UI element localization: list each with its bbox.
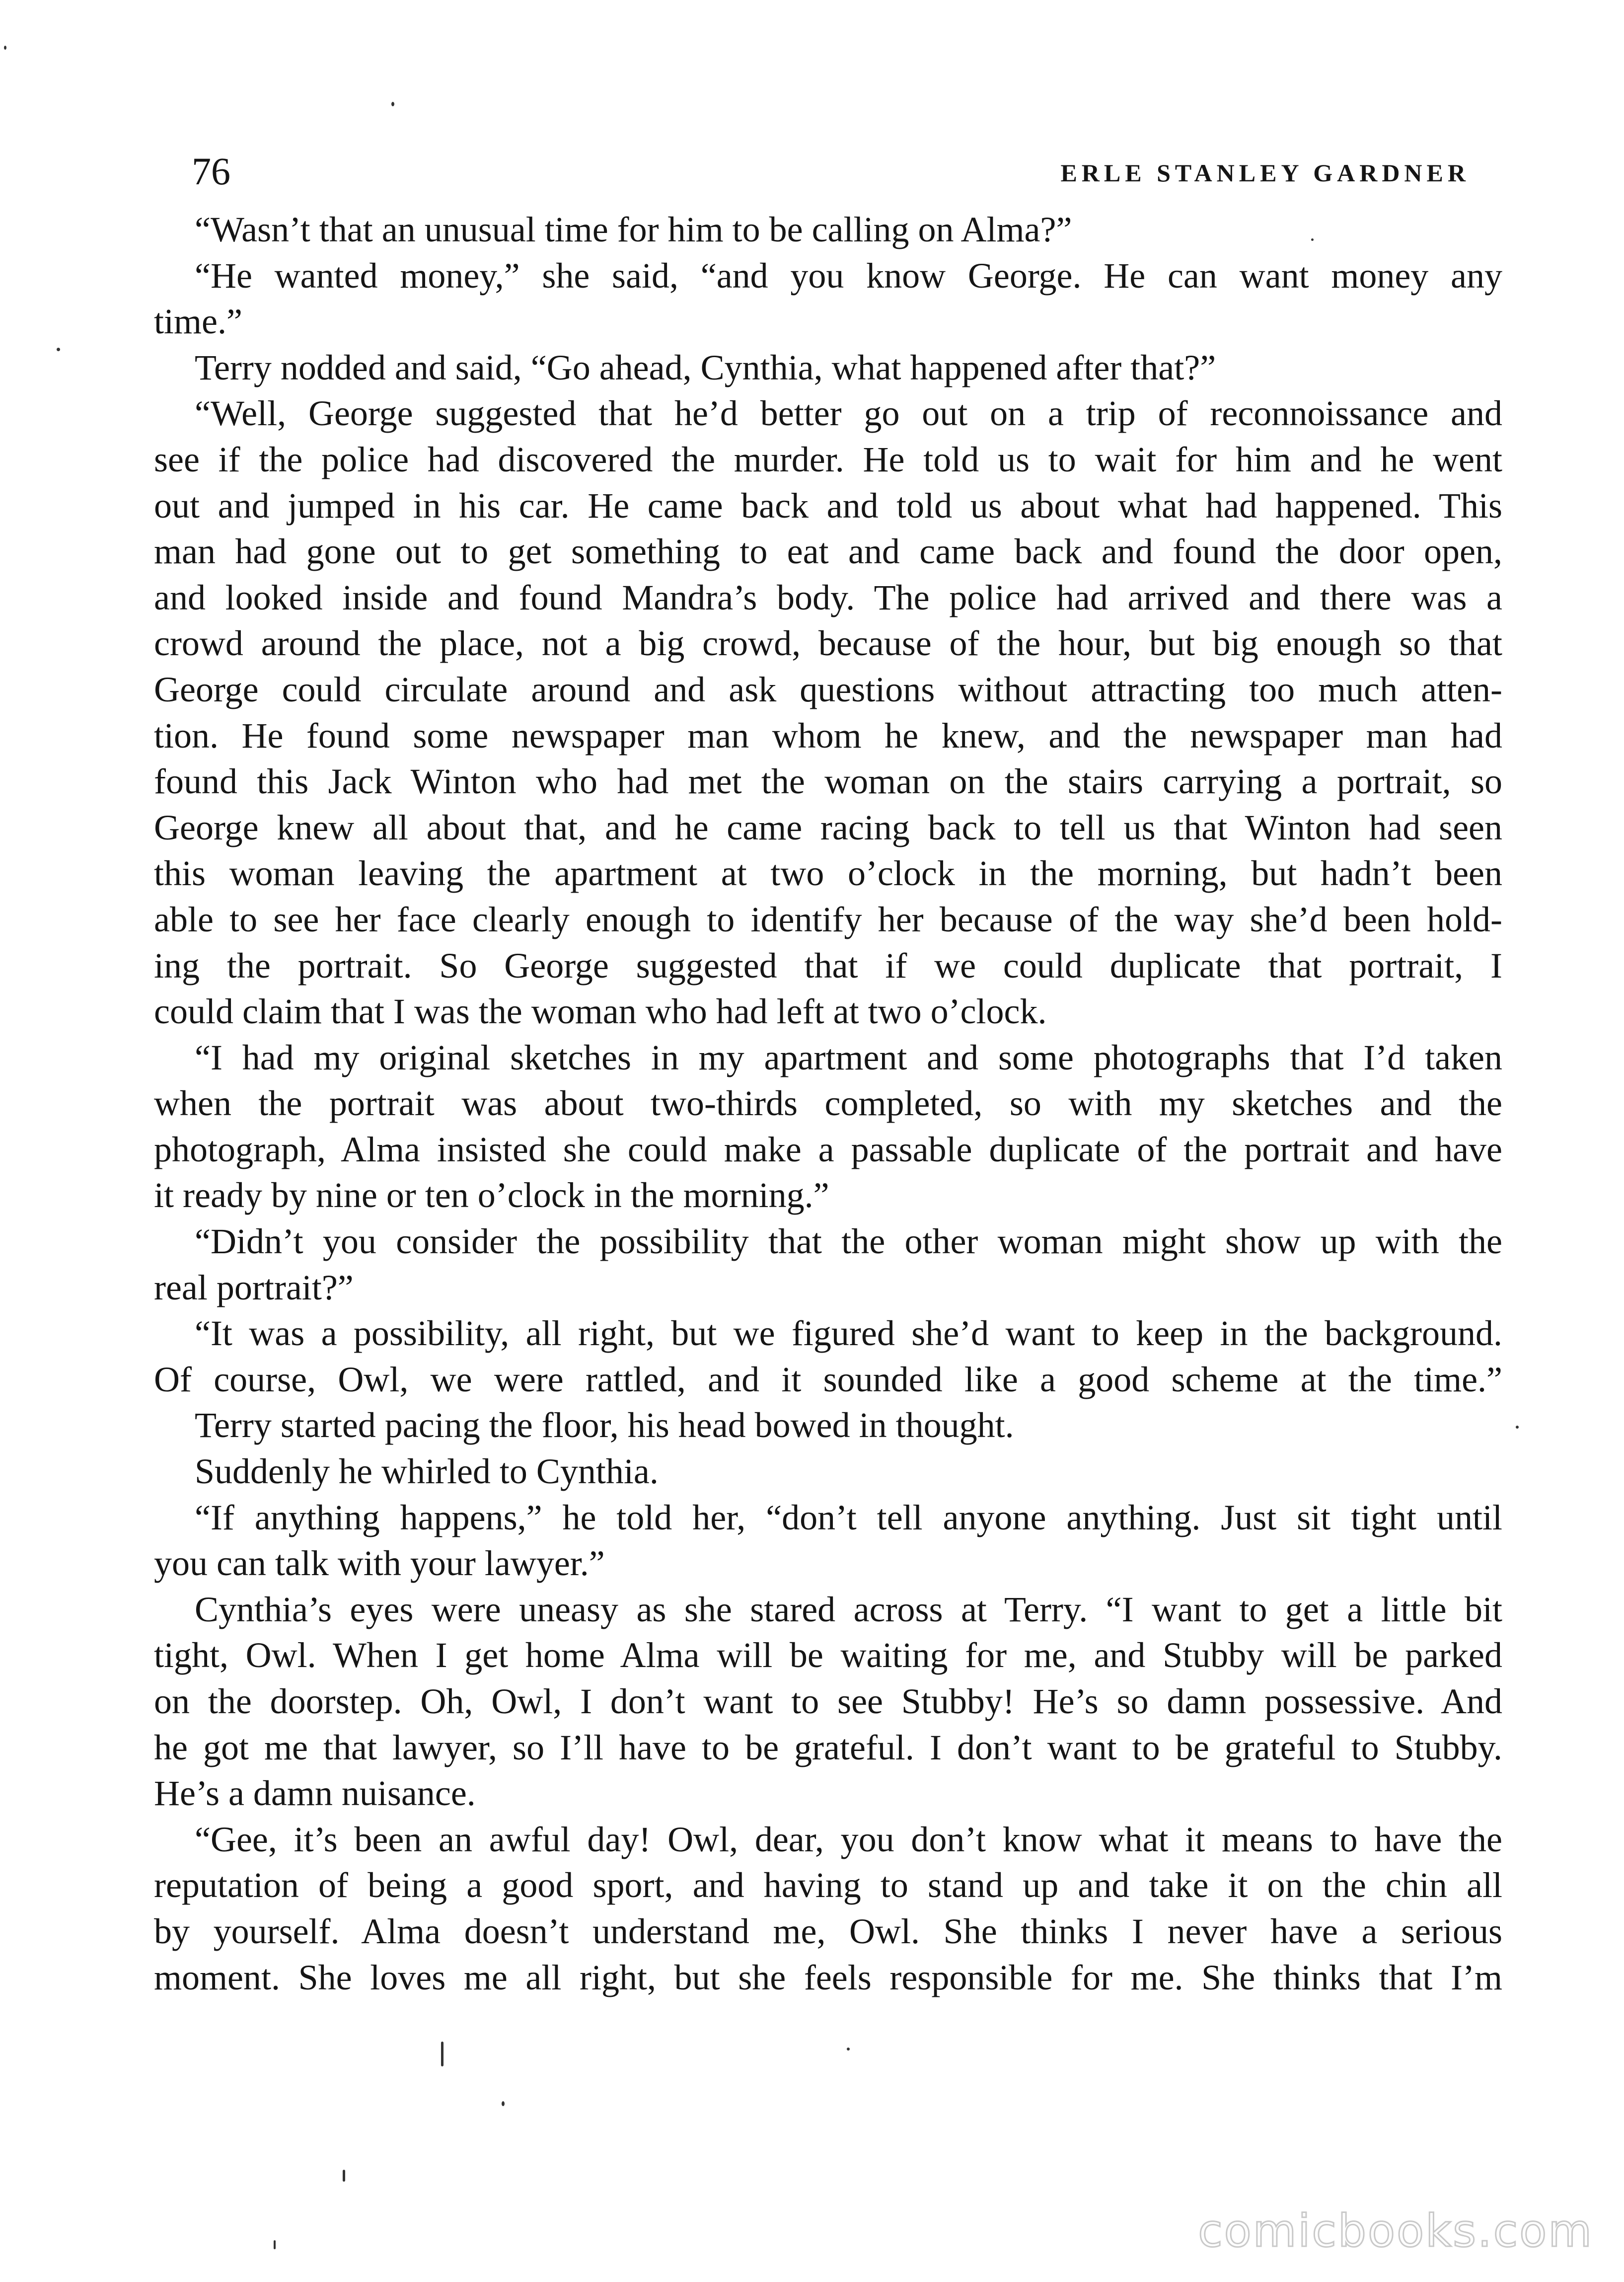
text-line: tion. He found some newspaper man whom he knew, and the newspaper man had: [154, 715, 1502, 756]
page-header: [192, 144, 1470, 199]
text-line: George could circulate around and ask questions without attracting too much atten-: [154, 669, 1502, 709]
text-line: on the doorstep. Oh, Owl, I don’t want to see Stubby! He’s so damn possessive. And: [154, 1681, 1502, 1721]
text-line: he got me that lawyer, so I’ll have to be grateful. I don’t want to be grateful to Stubby.: [154, 1727, 1502, 1767]
text-line: “It was a possibility, all right, but we figured she’d want to keep in the background.: [195, 1313, 1502, 1354]
text-line: this woman leaving the apartment at two o’clock in the morning, but hadn’t been: [154, 853, 1502, 894]
text-line: Of course, Owl, we were rattled, and it sounded like a good scheme at the time.”: [154, 1359, 1502, 1399]
scan-speck: [343, 2170, 345, 2182]
body-text: [154, 207, 1502, 2000]
text-line: found this Jack Winton who had met the woman on the stairs carrying a portrait, so: [154, 761, 1502, 802]
text-line: reputation of being a good sport, and having to stand up and take it on the chin all: [154, 1865, 1502, 1905]
text-line: Terry started pacing the floor, his head bowed in thought.: [195, 1405, 1014, 1445]
text-line: Suddenly he whirled to Cynthia.: [195, 1451, 659, 1492]
text-line: you can talk with your lawyer.”: [154, 1543, 605, 1584]
text-line: see if the police had discovered the murder. He told us to wait for him and he went: [154, 439, 1502, 479]
text-line: George knew all about that, and he came racing back to tell us that Winton had seen: [154, 807, 1502, 847]
text-line: Cynthia’s eyes were uneasy as she stared across at Terry. “I want to get a little bit: [195, 1589, 1502, 1629]
text-line: He’s a damn nuisance.: [154, 1773, 476, 1814]
scan-speck: [4, 46, 6, 50]
text-line: photograph, Alma insisted she could make a passable duplicate of the portrait and have: [154, 1129, 1502, 1169]
running-head: ERLE STANLEY GARDNER: [1060, 159, 1470, 187]
scan-speck: [57, 348, 60, 351]
text-line: and looked inside and found Mandra’s body. The police had arrived and there was a: [154, 577, 1502, 617]
page-number: 76: [192, 150, 230, 193]
scan-speck: [441, 2042, 443, 2066]
scan-speck: [391, 102, 394, 106]
text-line: moment. She loves me all right, but she feels responsible for me. She thinks that I’m: [154, 1957, 1502, 1997]
text-line: man had gone out to get something to eat and came back and found the door open,: [154, 532, 1502, 572]
text-line: it ready by nine or ten o’clock in the morning.”: [154, 1175, 829, 1216]
text-line: out and jumped in his car. He came back and told us about what had happened. This: [154, 485, 1502, 526]
text-line: “If anything happens,” he told her, “don’t tell anyone anything. Just sit tight until: [195, 1497, 1502, 1537]
text-line: “He wanted money,” she said, “and you know George. He can want money any: [195, 255, 1502, 296]
text-line: crowd around the place, not a big crowd, because of the hour, but big enough so that: [154, 623, 1502, 664]
scan-speck: [1516, 1426, 1519, 1429]
scan-speck: [847, 2048, 850, 2051]
text-line: ing the portrait. So George suggested that if we could duplicate that portrait, I: [154, 945, 1502, 986]
text-line: time.”: [154, 302, 242, 342]
scan-speck: [502, 2101, 505, 2106]
text-line: Terry nodded and said, “Go ahead, Cynthia, what happened after that?”: [195, 347, 1216, 387]
watermark: comicbooks.com: [1198, 2205, 1593, 2257]
text-line: “I had my original sketches in my apartment and some photographs that I’d taken: [195, 1037, 1502, 1077]
text-line: “Gee, it’s been an awful day! Owl, dear, you don’t know what it means to have the: [195, 1819, 1502, 1859]
scan-speck: [1311, 238, 1314, 241]
text-line: when the portrait was about two-thirds completed, so with my sketches and the: [154, 1083, 1502, 1124]
text-line: real portrait?”: [154, 1267, 354, 1307]
text-line: “Wasn’t that an unusual time for him to be calling on Alma?”: [195, 210, 1072, 249]
text-line: able to see her face clearly enough to identify her because of the way she’d been hold-: [154, 899, 1502, 939]
text-line: by yourself. Alma doesn’t understand me, Owl. She thinks I never have a serious: [154, 1911, 1502, 1951]
text-line: “Didn’t you consider the possibility that the other woman might show up with the: [195, 1221, 1502, 1262]
text-line: tight, Owl. When I get home Alma will be waiting for me, and Stubby will be parked: [154, 1635, 1502, 1675]
scan-speck: [274, 2240, 276, 2249]
text-line: could claim that I was the woman who had left at two o’clock.: [154, 991, 1047, 1032]
text-line: “Well, George suggested that he’d better go out on a trip of reconnoissance and: [195, 393, 1502, 434]
